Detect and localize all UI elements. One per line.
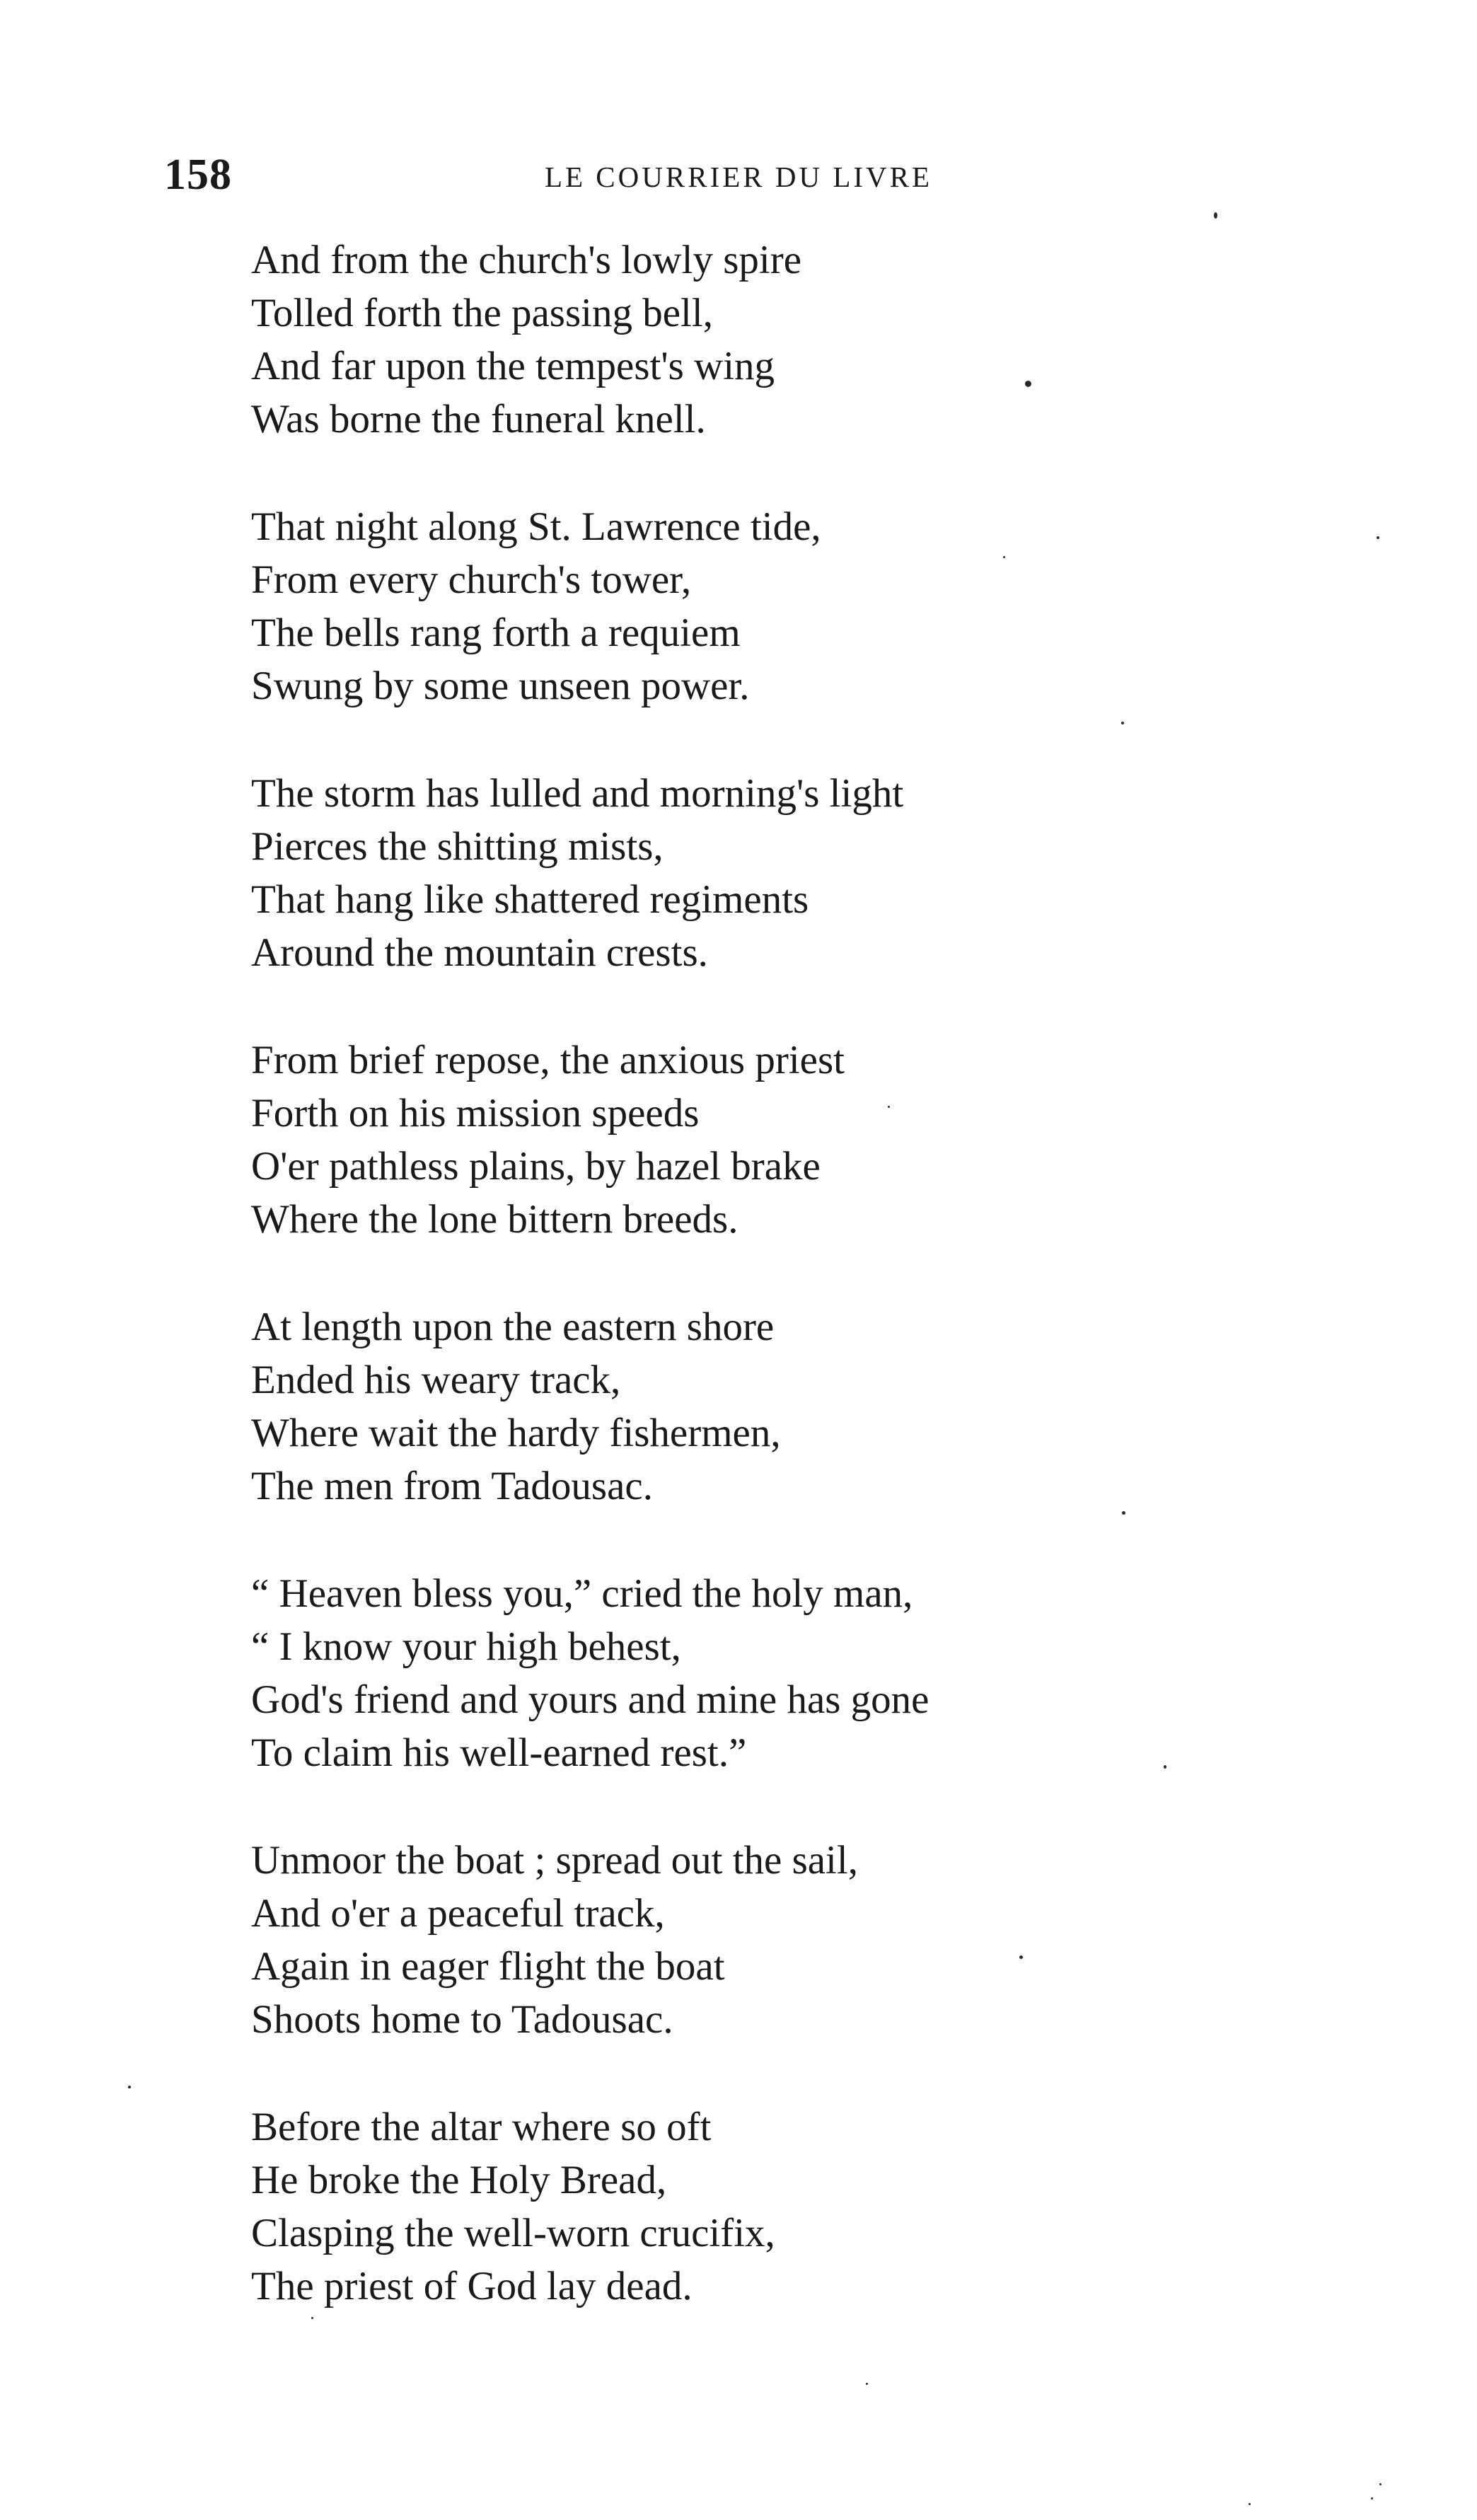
poem <box>251 233 1418 2313</box>
poem-line: Around the mountain crests. <box>251 930 708 975</box>
poem-line: And from the church's lowly spire <box>251 238 802 282</box>
scan-speck <box>1214 212 1217 219</box>
poem-line: The priest of God lay dead. <box>251 2264 693 2308</box>
stanza <box>251 2100 1418 2313</box>
poem-line: From brief repose, the anxious priest <box>251 1038 845 1082</box>
poem-line: God's friend and yours and mine has gone <box>251 1677 929 1722</box>
poem-line: Pierces the shitting mists, <box>251 824 664 869</box>
scan-speck <box>1249 2503 1251 2505</box>
poem-line: At length upon the eastern shore <box>251 1305 775 1349</box>
poem-line: To claim his well-earned rest.” <box>251 1730 747 1775</box>
stanza <box>251 1567 1418 1779</box>
scan-speck <box>1122 1511 1125 1515</box>
poem-line: Ended his weary track, <box>251 1358 621 1402</box>
poem-line: Where the lone bittern breeds. <box>251 1197 738 1242</box>
poem-line: Where wait the hardy fishermen, <box>251 1411 781 1455</box>
poem-line: Shoots home to Tadousac. <box>251 1997 673 2042</box>
scan-speck <box>888 1106 890 1108</box>
poem-line: Unmoor the boat ; spread out the sail, <box>251 1838 858 1883</box>
poem-line: That night along St. Lawrence tide, <box>251 504 821 549</box>
poem-line: Before the altar where so oft <box>251 2105 712 2149</box>
poem-line: “ I know your high behest, <box>251 1624 681 1669</box>
scan-speck <box>311 2317 313 2319</box>
scan-speck <box>1003 556 1005 558</box>
stanza <box>251 767 1418 979</box>
stanza <box>251 1034 1418 1246</box>
poem-line: He broke the Holy Bread, <box>251 2158 667 2202</box>
stanza <box>251 1834 1418 2046</box>
scan-speck <box>128 2086 131 2088</box>
poem-line: O'er pathless plains, by hazel brake <box>251 1144 821 1189</box>
poem-line: Forth on his mission speeds <box>251 1091 700 1135</box>
poem-line: Again in eager flight the boat <box>251 1944 725 1989</box>
poem-line: Tolled forth the passing bell, <box>251 291 713 335</box>
scan-speck <box>1121 722 1124 724</box>
scan-speck <box>1379 2483 1382 2485</box>
scan-speck <box>1377 536 1379 539</box>
running-title: LE COURRIER DU LIVRE <box>544 161 933 193</box>
poem-line: And far upon the tempest's wing <box>251 344 775 388</box>
poem-line: From every church's tower, <box>251 557 692 602</box>
scan-speck <box>1025 381 1031 387</box>
poem-line: “ Heaven bless you,” cried the holy man, <box>251 1571 913 1616</box>
poem-line: The men from Tadousac. <box>251 1464 653 1508</box>
poem-line: Clasping the well-worn crucifix, <box>251 2211 775 2255</box>
scan-speck <box>1164 1765 1166 1769</box>
poem-line: Was borne the funeral knell. <box>251 397 706 441</box>
scan-speck <box>1019 1955 1023 1959</box>
poem-line: Swung by some unseen power. <box>251 664 750 708</box>
poem-line: And o'er a peaceful track, <box>251 1891 665 1936</box>
poem-line: The bells rang forth a requiem <box>251 611 741 655</box>
scan-speck <box>866 2383 868 2385</box>
stanza <box>251 1300 1418 1513</box>
page-number: 158 <box>164 151 232 199</box>
scan-speck <box>1371 2497 1373 2499</box>
poem-line: The storm has lulled and morning's light <box>251 771 904 816</box>
stanza <box>251 233 1418 446</box>
stanza <box>251 500 1418 712</box>
poem-line: That hang like shattered regiments <box>251 877 809 922</box>
